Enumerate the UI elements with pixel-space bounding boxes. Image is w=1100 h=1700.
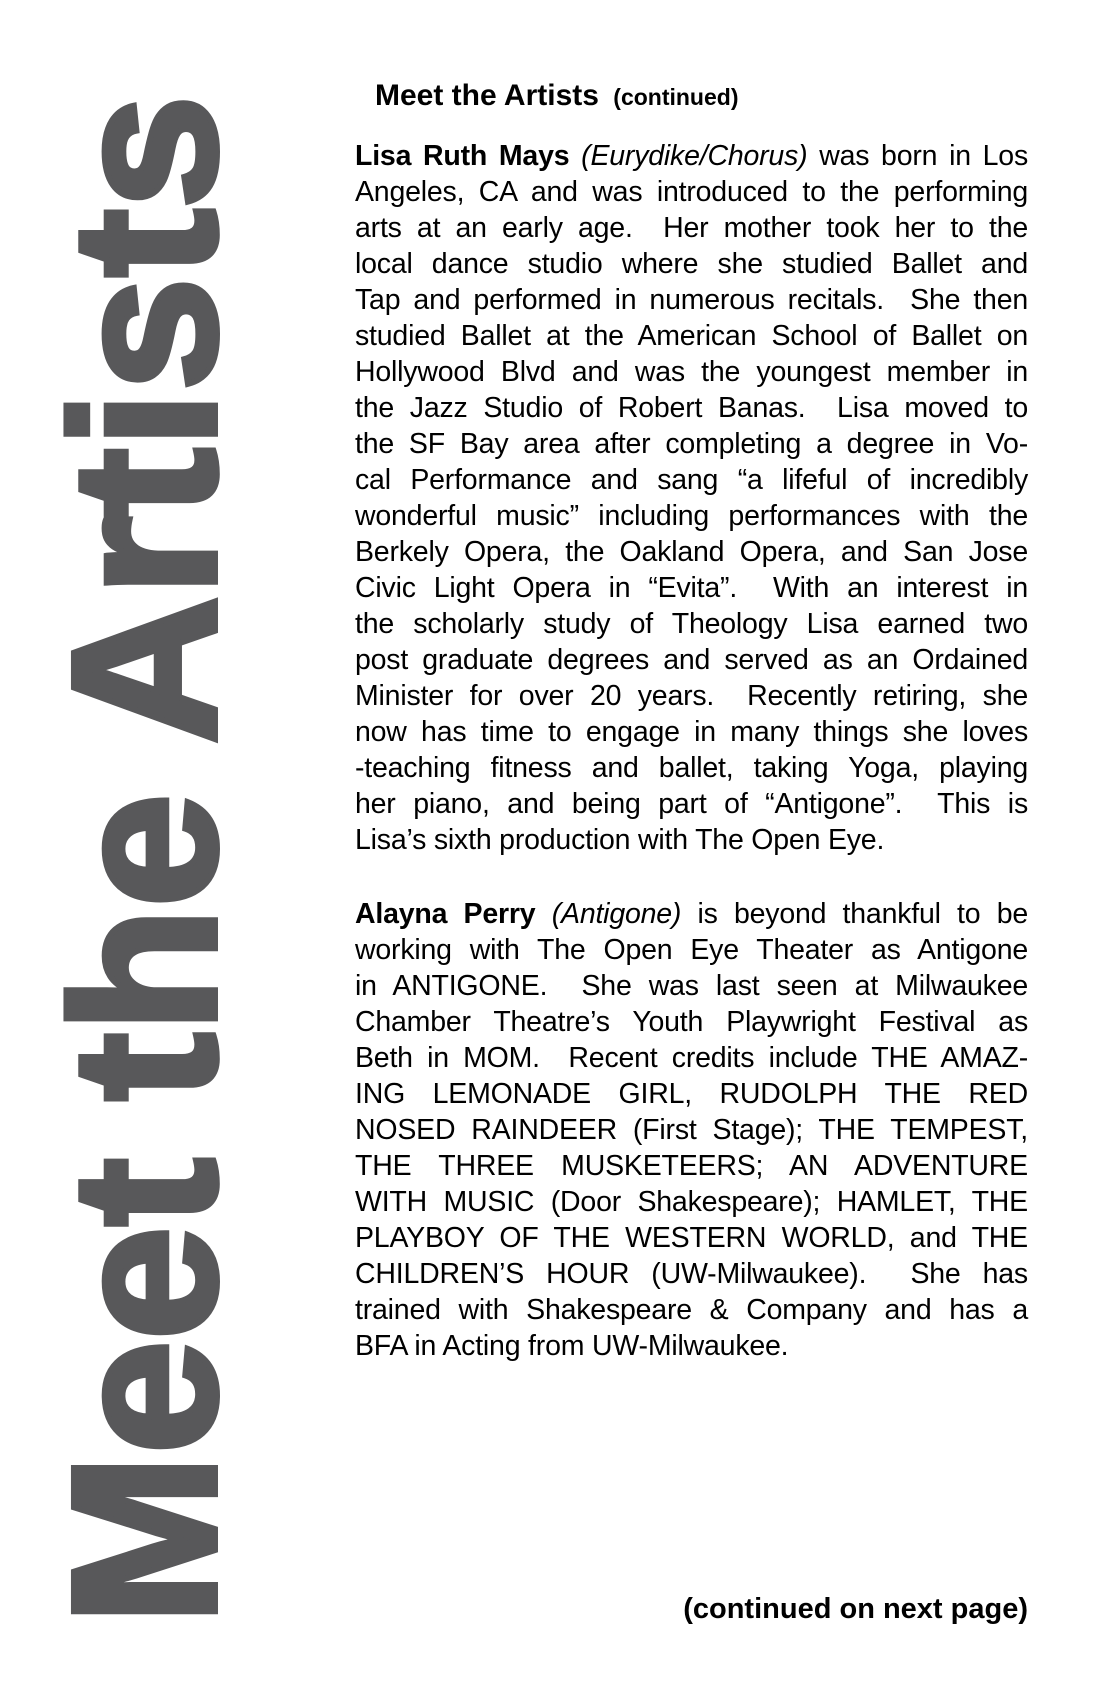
bio-text: studied Ballet at the American School of Ballet on [355,320,1028,352]
bio-line [355,968,1028,1004]
bio-paragraph [355,896,1028,1364]
bio-line [355,642,1028,678]
bio-text: in ANTIGONE. She was last seen at Milwaukee [355,970,1028,1002]
bio-line [355,1148,1028,1184]
bio-text: the scholarly study of Theology Lisa earned two [355,608,1028,640]
bio-text: post graduate degrees and served as an Ordained [355,644,1028,676]
bio-text: her piano, and being part of “Antigone”. This is [355,788,1028,820]
bio-line [355,932,1028,968]
bio-line [355,678,1028,714]
bio-text: NOSED RAINDEER (First Stage); THE TEMPEST, [355,1114,1028,1146]
bio-line [355,606,1028,642]
bio-line [355,174,1028,210]
artist-role: (Antigone) [551,898,682,930]
artist-name: Lisa Ruth Mays [355,140,582,172]
bio-line [355,822,1028,858]
bio-text: ING LEMONADE GIRL, RUDOLPH THE RED [355,1078,1028,1110]
bio-text: -teaching fitness and ballet, taking Yoga, playing [355,752,1028,784]
bio-text: local dance studio where she studied Ballet and [355,248,1028,280]
section-title: Meet the Artists [375,79,599,112]
bio-line [355,1292,1028,1328]
bio-text: trained with Shakespeare & Company and has a [355,1294,1028,1326]
bio-line [355,1004,1028,1040]
artist-role: (Eurydike/Chorus) [581,140,808,172]
bio-text: was born in Los [807,140,1028,172]
bio-text: Angeles, CA and was introduced to the performing [355,176,1028,208]
bio-text: BFA in Acting from UW-Milwaukee. [355,1330,789,1362]
bio-line [355,426,1028,462]
artist-name: Alayna Perry [355,898,552,930]
bio-line [355,1328,1028,1364]
bio-line [355,1256,1028,1292]
bio-text: Beth in MOM. Recent credits include THE AMAZ- [355,1042,1028,1074]
bio-paragraph [355,138,1028,858]
bio-line [355,246,1028,282]
bio-line [355,1220,1028,1256]
bio-line [355,318,1028,354]
bio-text: Tap and performed in numerous recitals. She then [355,284,1028,316]
bio-text: wonderful music” including performances with the [355,500,1028,532]
bio-text: Hollywood Blvd and was the youngest member in [355,356,1028,388]
bio-line [355,1184,1028,1220]
footer-continued-label: (continued on next page) [683,1593,1028,1625]
bio-line [355,354,1028,390]
bio-line [355,1076,1028,1112]
bio-line [355,498,1028,534]
bio-text: WITH MUSIC (Door Shakespeare); HAMLET, THE [355,1186,1028,1218]
bio-text: Minister for over 20 years. Recently retiring, she [355,680,1028,712]
spine-title [30,83,259,1625]
bio-line [355,750,1028,786]
bio-line [355,390,1028,426]
bio-text: the SF Bay area after completing a degree in Vo- [355,428,1028,460]
bio-text: is beyond thankful to be [681,898,1028,930]
content-column [355,80,1028,1364]
spine-title-text: Meet the Artists [30,94,259,1625]
bio-line [355,462,1028,498]
bio-text: CHILDREN’S HOUR (UW-Milwaukee). She has [355,1258,1028,1290]
bio-text: arts at an early age. Her mother took her to the [355,212,1028,244]
bio-line [355,282,1028,318]
bio-line [355,786,1028,822]
bio-text: now has time to engage in many things she loves [355,716,1028,748]
bio-text: Chamber Theatre’s Youth Playwright Festival as [355,1006,1028,1038]
bio-text: cal Performance and sang “a lifeful of incredibly [355,464,1028,496]
section-continued-label: (continued) [613,84,739,110]
bio-text: Berkely Opera, the Oakland Opera, and San Jose [355,536,1028,568]
bio-text: THE THREE MUSKETEERS; AN ADVENTURE [355,1150,1028,1182]
bio-text: working with The Open Eye Theater as Antigone [355,934,1028,966]
bio-line [355,534,1028,570]
bio-line [355,714,1028,750]
bio-list [355,138,1028,1364]
bio-line [355,570,1028,606]
bio-line [355,1040,1028,1076]
section-header [355,80,1028,113]
bio-text: Lisa’s sixth production with The Open Eye. [355,824,885,856]
bio-text: the Jazz Studio of Robert Banas. Lisa moved to [355,392,1028,424]
bio-line [355,210,1028,246]
bio-text: PLAYBOY OF THE WESTERN WORLD, and THE [355,1222,1028,1254]
bio-line [355,896,1028,932]
bio-text: Civic Light Opera in “Evita”. With an interest in [355,572,1028,604]
bio-line [355,1112,1028,1148]
bio-line [355,138,1028,174]
